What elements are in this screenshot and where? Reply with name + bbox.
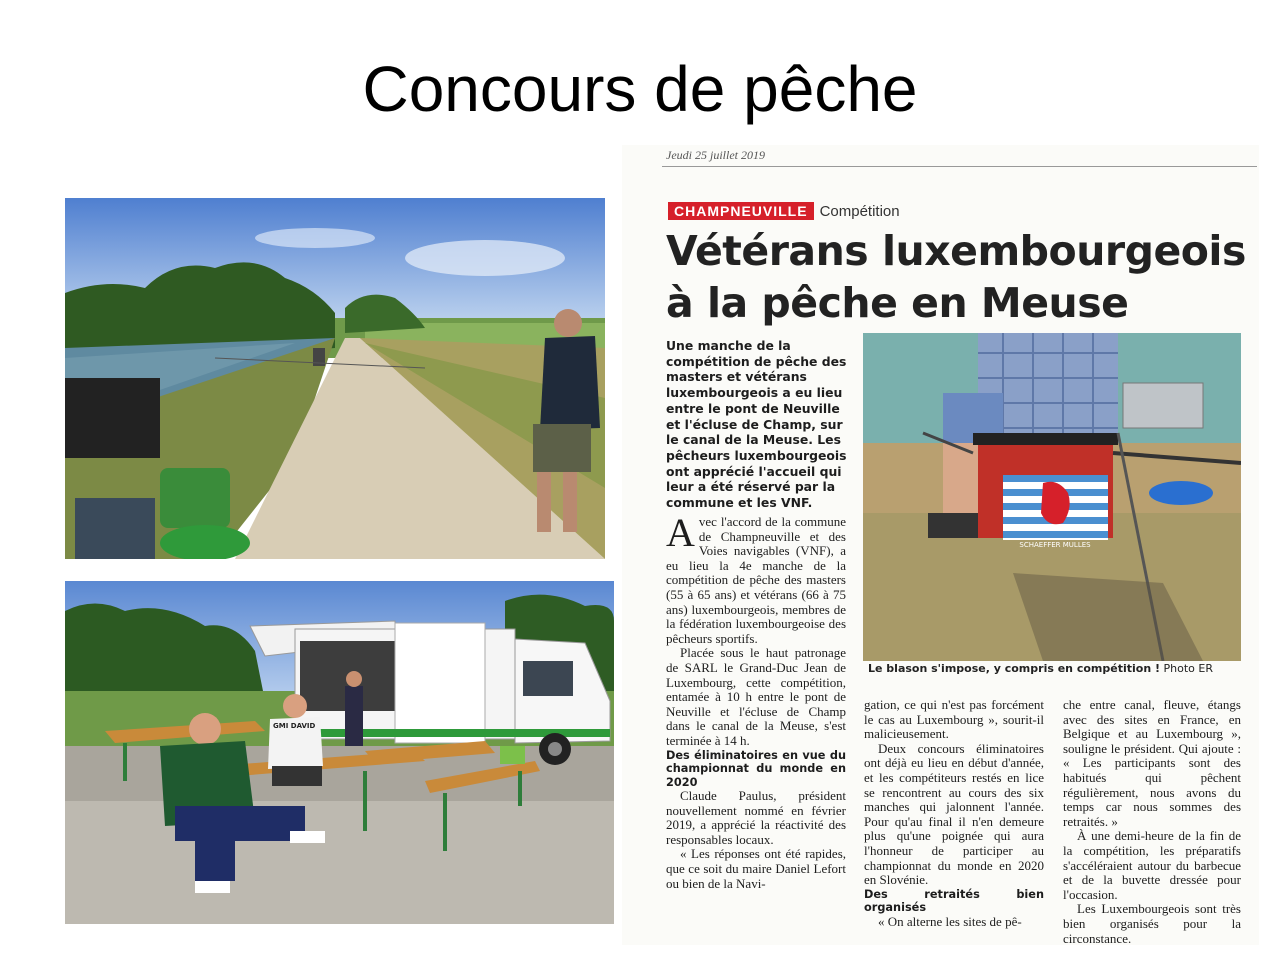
location-tag: CHAMPNEUVILLE — [668, 202, 814, 220]
column-2-paragraph-2: Deux concours éliminatoires ont déjà eu lieu en début d'année, et les compétiteurs restés en lice se rencontrent au cours des six manches qui jalonnent l'année. Pour qu'au final il n'en demeure plus qu'une poignée qui aura l'honneur de participer au championnat du monde en 2020 en Slovénie. — [864, 740, 1044, 888]
column-3-paragraph-3: Les Luxembourgeois sont très bien organisés pour la circonstance. — [1063, 901, 1241, 945]
column-3-paragraph-1: che entre canal, fleuve, étangs avec des sites en France, en Belgique et au Luxembourg », souligne le président. Qui ajoute : « Les participants sont des habitués qui pêchent régulièrement, nous avons du temps car nous sommes des retraités. » — [1063, 697, 1241, 829]
slide-title: Concours de pêche — [362, 53, 918, 125]
column-1-subheading: Des éliminatoires en vue du championnat du monde en 2020 — [666, 748, 846, 789]
shirt-print-text: GMI DAVID — [273, 722, 316, 730]
article-column-2 — [864, 698, 1044, 929]
fishing-seat-photo — [863, 333, 1241, 661]
picnic-van-photo — [65, 581, 614, 924]
column-1-paragraph-3: Claude Paulus, président nouvellement nommé en février 2019, a apprécié la réactivité des responsables locaux. — [666, 788, 846, 847]
seat-brand-label: SCHAEFFER MULLES — [1019, 541, 1091, 549]
caption-text: Le blason s'impose, y compris en compétition ! — [868, 662, 1160, 675]
canal-towpath-photo — [65, 198, 605, 559]
newspaper-clipping — [622, 145, 1259, 945]
drop-cap: A — [666, 510, 695, 555]
column-1-paragraph-2: Placée sous le haut patronage de SARL le Grand-Duc Jean de Luxembourg, cette compétition, entamée à 10 h entre le pont de Neuville et l'écluse de Champ dans le canal de la Meuse, s'est terminée à 14 h. — [666, 645, 846, 748]
column-2-subheading: Des retraités bien organisés — [864, 887, 1044, 915]
category-label: Compétition — [819, 202, 900, 220]
article-headline — [666, 225, 1256, 329]
column-1-paragraph-1: vec l'accord de la commune de Champneuville et des Voies navigables (VNF), a eu lieu la 4e manche de la compétition de pêche des masters (55 à 65 ans) et vétérans (66 à 75 ans) luxembourgeois, membres de la fédération luxembourgeoise des pêcheurs sportifs. — [666, 514, 846, 646]
column-1-paragraph-4: « Les réponses ont été rapides, que ce soit du maire Daniel Lefort ou bien de la Navi- — [666, 846, 846, 891]
article-kicker — [668, 201, 900, 221]
divider — [662, 166, 1257, 167]
article-date: Jeudi 25 juillet 2019 — [666, 148, 765, 162]
column-2-paragraph-1: gation, ce qui n'est pas forcément le cas au Luxembourg », sourit-il malicieusement. — [864, 697, 1044, 742]
article-standfirst: Une manche de la compétition de pêche des masters et vétérans luxembourgeois a eu lieu entre le pont de Neuville et l'écluse de Champ, sur le canal de la Meuse. Les pêcheurs luxembourgeois ont apprécié l'accueil qui leur a été réservé par la commune et les VNF. — [666, 338, 847, 511]
column-2-paragraph-3: « On alterne les sites de pê- — [878, 913, 1022, 929]
article-column-1 — [666, 510, 846, 891]
caption-credit: Photo ER — [1163, 662, 1213, 675]
photo-caption — [868, 662, 1213, 675]
headline-line-1: Vétérans luxembourgeois — [666, 227, 1246, 275]
column-3-paragraph-2: À une demi-heure de la fin de la compétition, les préparatifs s'accéléraient autour du barbecue et de la buvette dressée pour l'occasion. — [1063, 828, 1241, 902]
article-column-3 — [1063, 698, 1241, 945]
headline-line-2: à la pêche en Meuse — [666, 279, 1129, 327]
